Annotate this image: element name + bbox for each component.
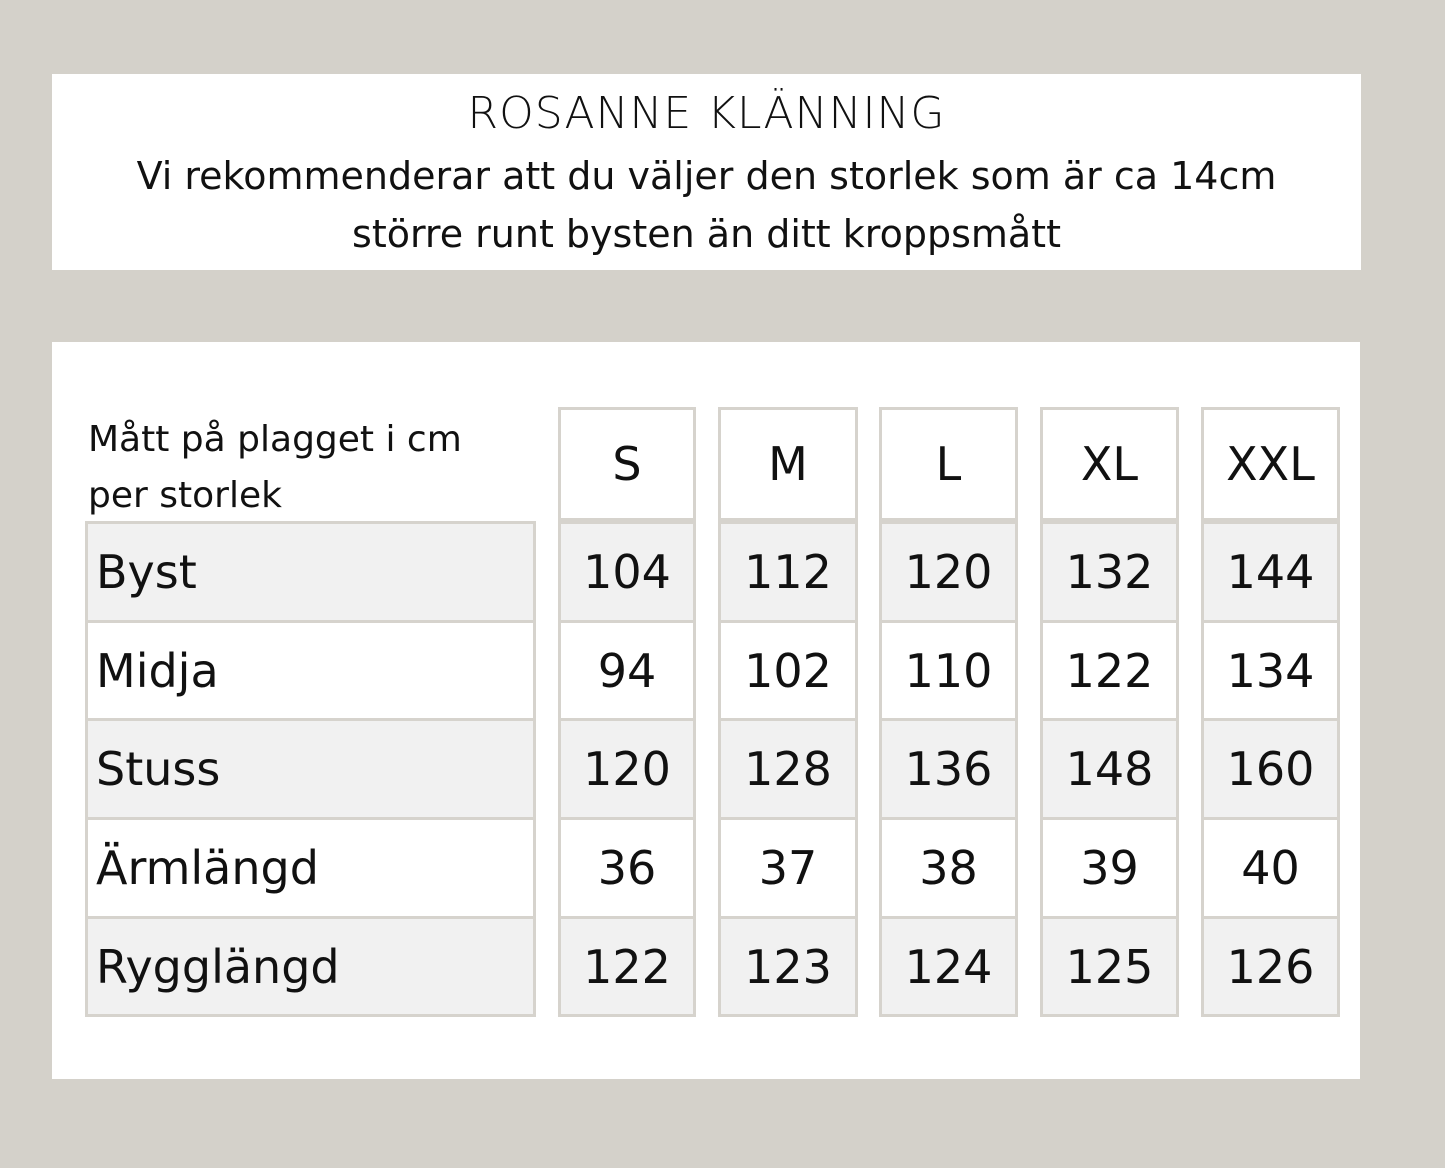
table-cell: 94: [558, 620, 696, 721]
table-cell: 123: [718, 916, 858, 1017]
row-label: Ärmlängd: [85, 817, 536, 919]
table-cell: 122: [558, 916, 696, 1017]
table-cell: 132: [1040, 521, 1179, 623]
table-cell: 36: [558, 817, 696, 919]
subtitle-line-1: Vi rekommenderar att du väljer den storlek som är ca 14cm: [136, 154, 1277, 198]
size-header-s: S: [558, 407, 696, 521]
table-cell: 144: [1201, 521, 1340, 623]
table-cell: 136: [879, 718, 1018, 820]
row-label: Rygglängd: [85, 916, 536, 1017]
table-cell: 124: [879, 916, 1018, 1017]
table-cell: 37: [718, 817, 858, 919]
table-cell: 128: [718, 718, 858, 820]
table-cell: 40: [1201, 817, 1340, 919]
table-cell: 38: [879, 817, 1018, 919]
table-cell: 122: [1040, 620, 1179, 721]
table-cell: 120: [558, 718, 696, 820]
size-header-xxl: XXL: [1201, 407, 1340, 521]
table-cell: 148: [1040, 718, 1179, 820]
page-title: ROSANNE KLÄNNING: [467, 88, 946, 139]
size-header-l: L: [879, 407, 1018, 521]
row-label: Midja: [85, 620, 536, 721]
table-cell: 104: [558, 521, 696, 623]
table-cell: 160: [1201, 718, 1340, 820]
row-label: Byst: [85, 521, 536, 623]
table-corner-label: Mått på plagget i cm per storlek: [88, 419, 462, 516]
table-cell: 120: [879, 521, 1018, 623]
table-cell: 102: [718, 620, 858, 721]
row-label: Stuss: [85, 718, 536, 820]
table-cell: 134: [1201, 620, 1340, 721]
table-cell: 125: [1040, 916, 1179, 1017]
size-header-xl: XL: [1040, 407, 1179, 521]
table-cell: 126: [1201, 916, 1340, 1017]
table-cell: 112: [718, 521, 858, 623]
table-cell: 39: [1040, 817, 1179, 919]
subtitle-line-2: större runt bysten än ditt kroppsmått: [352, 212, 1061, 256]
size-header-m: M: [718, 407, 858, 521]
table-cell: 110: [879, 620, 1018, 721]
